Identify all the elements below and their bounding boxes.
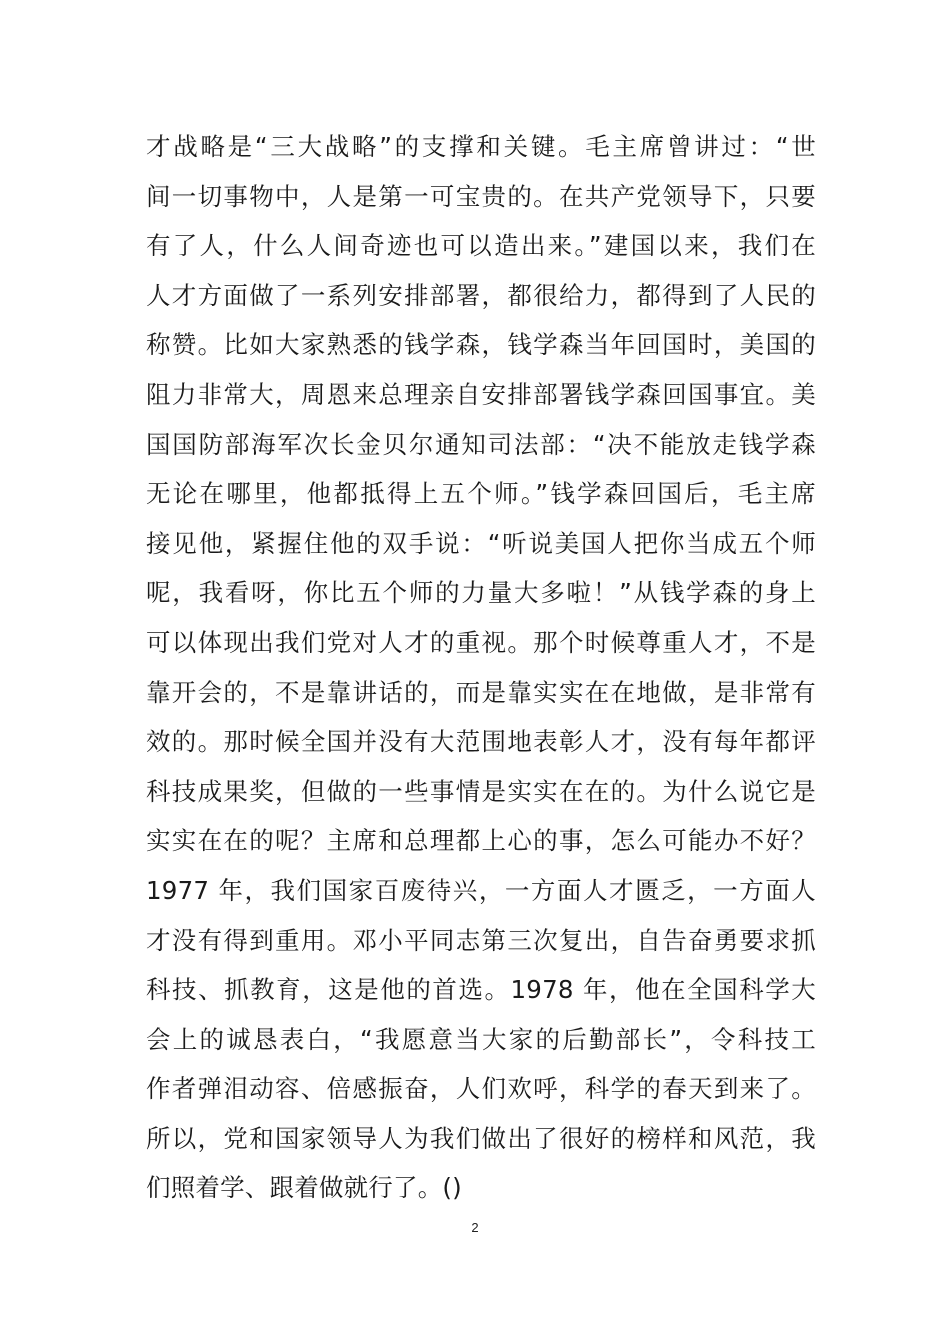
text-line-last: 们照着学、跟着做就行了。() (146, 1173, 462, 1203)
text-line: 才没有得到重用。邓小平同志第三次复出，自告奋勇要求抓 (146, 925, 816, 955)
text-line: 作者弹泪动容、倍感振奋，人们欢呼，科学的春天到来了。 (146, 1074, 816, 1104)
text-line: 实实在在的呢？主席和总理都上心的事，怎么可能办不好？ (146, 826, 816, 856)
text-line: 靠开会的，不是靠讲话的，而是靠实实在在地做，是非常有 (146, 677, 816, 707)
text-line: 国国防部海军次长金贝尔通知司法部：“决不能放走钱学森 (146, 429, 816, 459)
body-paragraph (146, 122, 816, 1213)
page-number: 2 (471, 1220, 479, 1235)
text-line: 称赞。比如大家熟悉的钱学森，钱学森当年回国时，美国的 (146, 330, 816, 360)
text-line: 会上的诚恳表白，“我愿意当大家的后勤部长”，令科技工 (146, 1024, 816, 1054)
text-line: 科技、抓教育，这是他的首选。1978 年，他在全国科学大 (146, 975, 816, 1005)
text-line: 效的。那时候全国并没有大范围地表彰人才，没有每年都评 (146, 727, 816, 757)
text-line: 1977 年，我们国家百废待兴，一方面人才匮乏，一方面人 (146, 875, 816, 905)
text-line: 人才方面做了一系列安排部署，都很给力，都得到了人民的 (146, 280, 816, 310)
text-line: 有了人，什么人间奇迹也可以造出来。”建国以来，我们在 (146, 231, 816, 261)
text-line: 才战略是“三大战略”的支撑和关键。毛主席曾讲过：“世 (146, 132, 816, 161)
text-line: 阻力非常大，周恩来总理亲自安排部署钱学森回国事宜。美 (146, 379, 816, 409)
text-line: 无论在哪里，他都抵得上五个师。”钱学森回国后，毛主席 (146, 479, 816, 509)
text-line: 所以，党和国家领导人为我们做出了很好的榜样和风范，我 (146, 1123, 816, 1153)
text-line: 间一切事物中，人是第一可宝贵的。在共产党领导下，只要 (146, 181, 816, 211)
text-line: 接见他，紧握住他的双手说：“听说美国人把你当成五个师 (146, 528, 816, 558)
text-line: 可以体现出我们党对人才的重视。那个时候尊重人才，不是 (146, 627, 816, 657)
text-line: 科技成果奖，但做的一些事情是实实在在的。为什么说它是 (146, 776, 816, 806)
text-line: 呢，我看呀，你比五个师的力量大多啦！”从钱学森的身上 (146, 578, 816, 608)
